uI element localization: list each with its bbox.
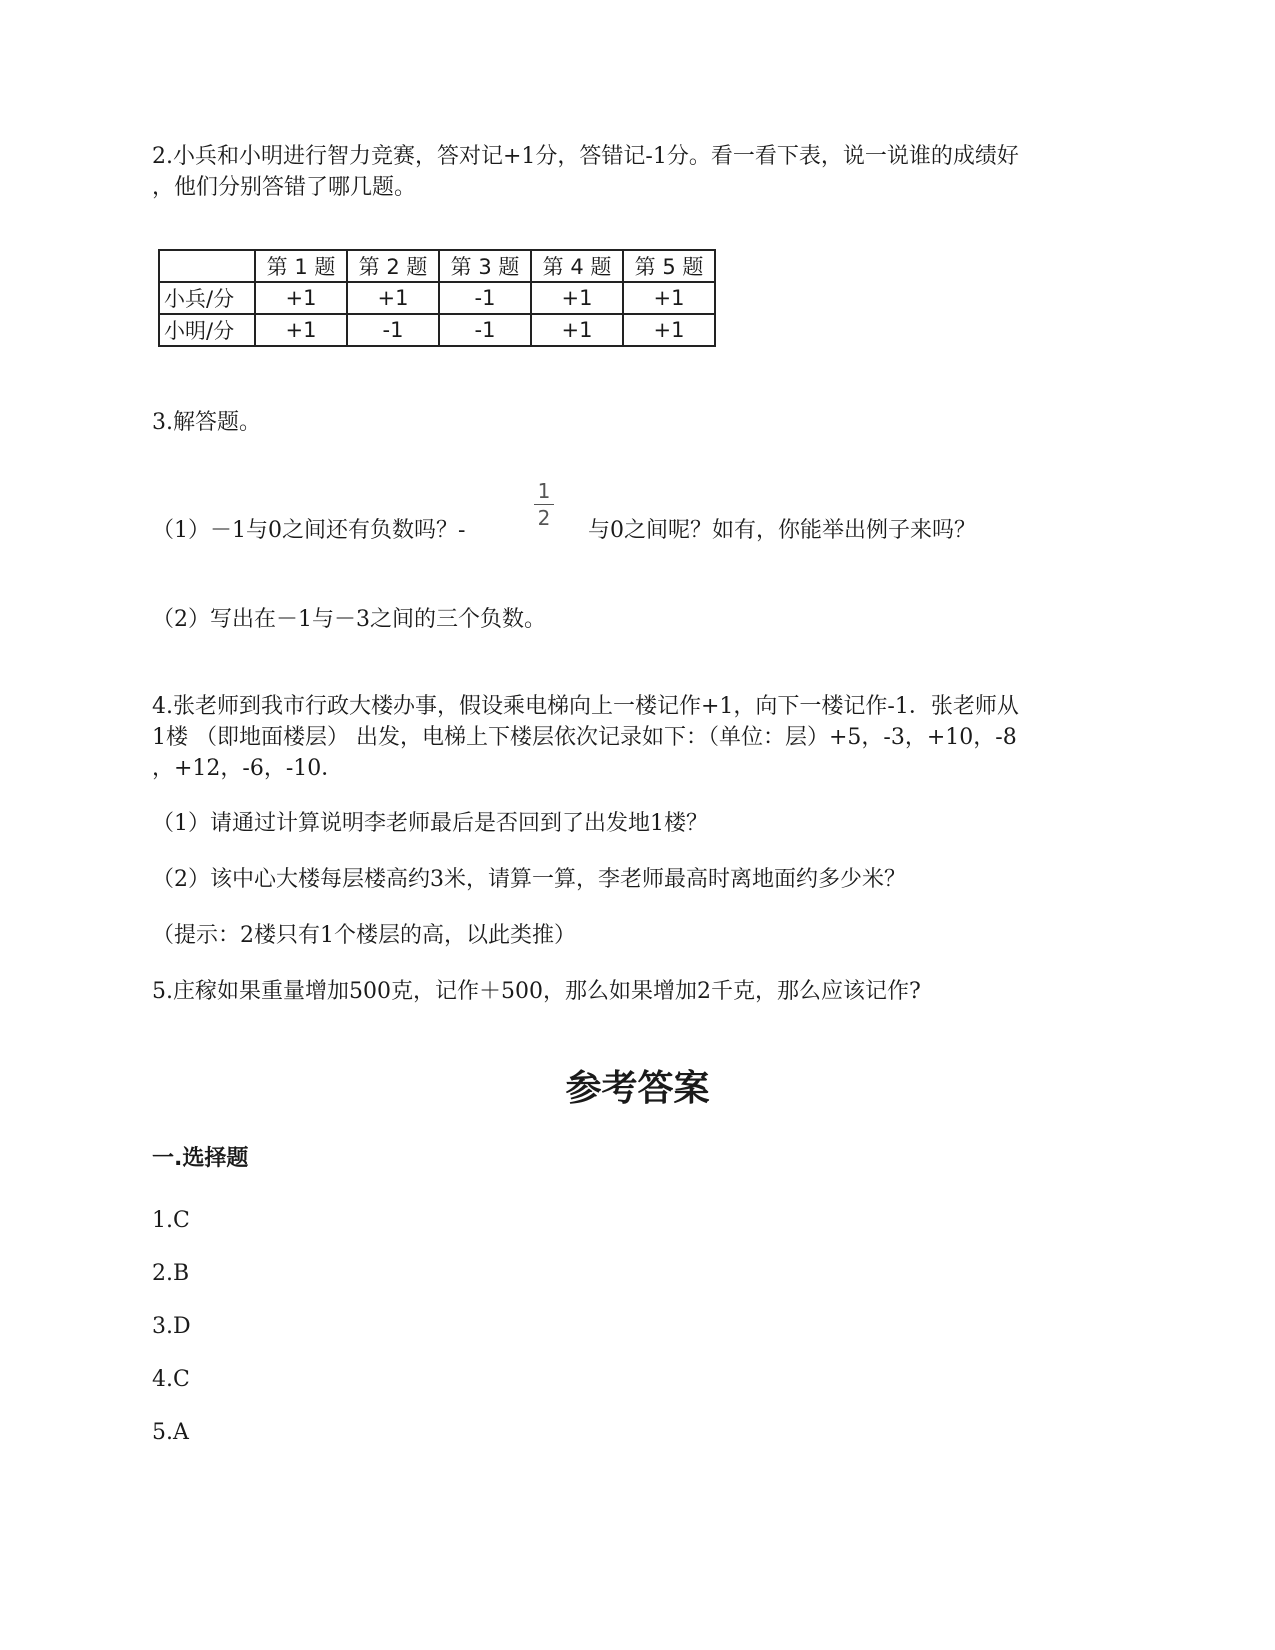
fraction-one-half — [532, 479, 556, 530]
table-row — [159, 282, 715, 314]
table-cell: -1 — [347, 314, 439, 346]
answer-item: 4.C — [152, 1367, 190, 1392]
table-cell: +1 — [623, 314, 715, 346]
table-header-row — [159, 250, 715, 282]
answers-title: 参考答案 — [565, 1068, 710, 1109]
table-cell: +1 — [531, 282, 623, 314]
table-header-cell: 第 5 题 — [623, 250, 715, 282]
table-row — [159, 314, 715, 346]
table-row-label: 小兵/分 — [159, 282, 255, 314]
table-header-cell: 第 1 题 — [255, 250, 347, 282]
fraction-numerator: 1 — [537, 479, 551, 503]
q3-part1-after: 与0之间呢？如有，你能举出例子来吗？ — [588, 518, 976, 543]
q3-part2: （2）写出在－1与－3之间的三个负数。 — [152, 607, 546, 632]
answer-item: 1.C — [152, 1208, 190, 1233]
answer-item: 5.A — [152, 1420, 189, 1445]
q4-sub-question-1: （1）请通过计算说明李老师最后是否回到了出发地1楼？ — [152, 811, 708, 836]
fraction-bar — [534, 504, 554, 505]
answer-item: 3.D — [152, 1314, 191, 1339]
table-cell: -1 — [439, 314, 531, 346]
q4-text-line-2: 1楼 （即地面楼层） 出发，电梯上下楼层依次记录如下：（单位：层）+5，-3，+10，-8 — [152, 725, 1017, 750]
q4-hint: （提示：2楼只有1个楼层的高，以此类推） — [152, 923, 576, 948]
fraction-denominator: 2 — [537, 506, 551, 530]
table-header-cell: 第 4 题 — [531, 250, 623, 282]
score-table — [158, 249, 716, 347]
table-header-cell — [159, 250, 255, 282]
table-header-cell: 第 2 题 — [347, 250, 439, 282]
answer-item: 2.B — [152, 1261, 190, 1286]
q2-text-line-2: ，他们分别答错了哪几题。 — [152, 175, 417, 200]
q4-text-line-1: 4.张老师到我市行政大楼办事，假设乘电梯向上一楼记作+1，向下一楼记作-1．张老师从 — [152, 694, 1019, 719]
q4-text-line-3: ，+12，-6，-10． — [152, 756, 344, 781]
answers-section-heading: 一.选择题 — [152, 1146, 249, 1171]
q2-text-line-1: 2.小兵和小明进行智力竞赛，答对记+1分，答错记-1分。看一看下表，说一说谁的成绩好 — [152, 144, 1019, 169]
table-cell: +1 — [347, 282, 439, 314]
table-cell: +1 — [623, 282, 715, 314]
q4-sub-question-2: （2）该中心大楼每层楼高约3米，请算一算，李老师最高时离地面约多少米？ — [152, 867, 906, 892]
table-cell: +1 — [255, 314, 347, 346]
table-row-label: 小明/分 — [159, 314, 255, 346]
table-cell: +1 — [255, 282, 347, 314]
table-cell: +1 — [531, 314, 623, 346]
q3-part1-before: （1）－1与0之间还有负数吗？- — [152, 518, 466, 543]
q3-heading: 3.解答题。 — [152, 410, 261, 435]
q5-text: 5.庄稼如果重量增加500克，记作＋500，那么如果增加2千克，那么应该记作? — [152, 979, 921, 1004]
table-cell: -1 — [439, 282, 531, 314]
table-header-cell: 第 3 题 — [439, 250, 531, 282]
